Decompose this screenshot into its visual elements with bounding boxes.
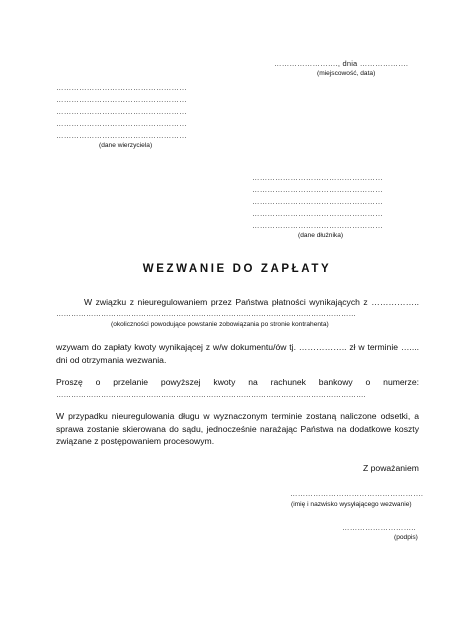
document-title: WEZWANIE DO ZAPŁATY bbox=[142, 263, 332, 275]
creditor-line: …………………………………………… bbox=[56, 95, 187, 104]
obligation-caption: (okoliczności powodujące powstanie zobowiązania po stronie kontrahenta) bbox=[111, 321, 329, 328]
sender-name-caption: (imię i nazwisko wysyłającego wezwanie) bbox=[291, 501, 412, 508]
creditor-line: …………………………………………… bbox=[56, 107, 187, 116]
debtor-line: …………………………………………… bbox=[252, 173, 383, 182]
paragraph-consequences bbox=[56, 410, 419, 448]
paragraph-line: dni od otrzymania wezwania. bbox=[56, 354, 167, 365]
debtor-caption: (dane dłużnika) bbox=[298, 232, 344, 239]
paragraph-obligation bbox=[56, 296, 419, 332]
paragraph-line: związane z postępowaniem procesowym. bbox=[56, 436, 215, 446]
paragraph-line: W związku z nieuregulowaniem przez Państwa płatności wynikających z …………….. bbox=[84, 297, 419, 307]
paragraph-dotted-line: ………………………………………………………………………………………………………… bbox=[56, 308, 356, 318]
sender-name-line: ……………………………………………. bbox=[290, 489, 424, 498]
paragraph-line: Proszę o przelanie powyższej kwoty na rachunek bankowy o numerze: bbox=[56, 377, 419, 387]
creditor-line: …………………………………………… bbox=[56, 131, 187, 140]
creditor-line: …………………………………………… bbox=[56, 119, 187, 128]
creditor-caption: (dane wierzyciela) bbox=[99, 142, 153, 149]
paragraph-line: wzywam do zapłaty kwoty wynikającej z w/w dokumentu/ów tj. …………….. zł w terminie ….... bbox=[56, 342, 419, 352]
paragraph-bank-account bbox=[56, 376, 419, 401]
debtor-line: …………………………………………… bbox=[252, 209, 383, 218]
debtor-line: …………………………………………… bbox=[252, 185, 383, 194]
paragraph-demand bbox=[56, 341, 419, 366]
bank-account-dotted-line: ……………………………………………………………………………………………………………. bbox=[56, 389, 366, 399]
debtor-line: …………………………………………… bbox=[252, 221, 383, 230]
paragraph-line: W przypadku nieuregulowania długu w wyznaczonym terminie zostaną naliczone odsetki, a bbox=[56, 411, 419, 421]
paragraph-line: sprawa zostanie skierowana do sądu, jednocześnie narażając Państwa na dodatkowe koszty bbox=[56, 423, 419, 434]
signature-line: ……………………….. bbox=[342, 523, 416, 532]
place-date-line: ……………………., dnia ………………. bbox=[274, 59, 409, 68]
place-date-caption: (miejscowość, data) bbox=[317, 70, 376, 77]
debtor-line: …………………………………………… bbox=[252, 197, 383, 206]
creditor-line: …………………………………………… bbox=[56, 83, 187, 92]
closing-phrase: Z poważaniem bbox=[363, 463, 419, 473]
signature-caption: (podpis) bbox=[394, 534, 418, 541]
